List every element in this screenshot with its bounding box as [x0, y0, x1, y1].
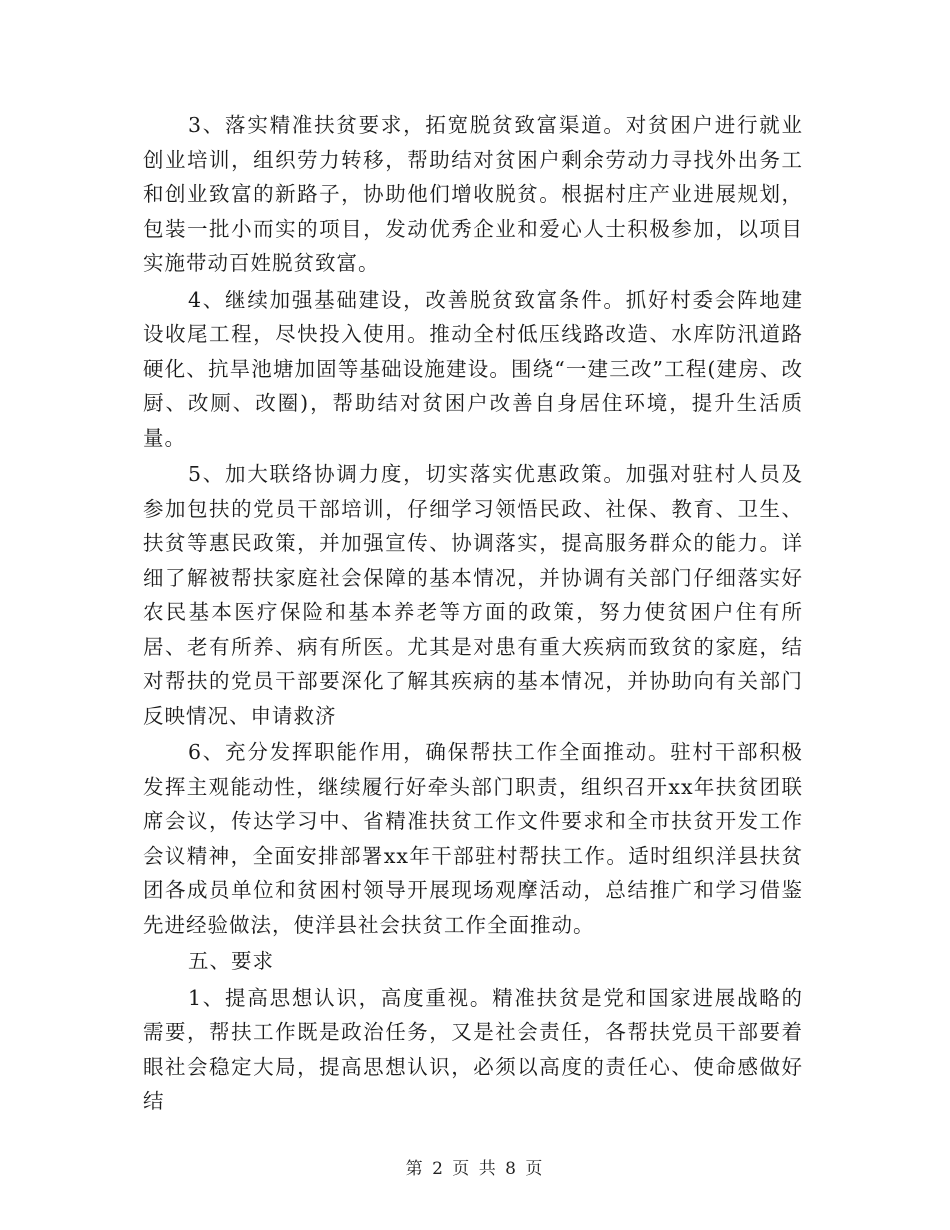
section-heading-requirements: 五、要求: [188, 949, 274, 973]
document-body: [143, 108, 803, 1119]
paragraph-item-5: 5、加大联络协调力度，切实落实优惠政策。加强对驻村人员及参加包扶的党员干部培训，仔细学习领悟民政、社保、教育、卫生、扶贫等惠民政策，并加强宣传、协调落实，提高服务群众的能力。详细了解被帮扶家庭社会保障的基本情况，并协调有关部门仔细落实好农民基本医疗保险和基本养老等方面的政策，努力使贫困户住有所居、老有所养、病有所医。尤其是对患有重大疾病而致贫的家庭，结对帮扶的党员干部要深化了解其疾病的基本情况，并协助向有关部门反映情况、申请救济: [143, 462, 803, 728]
paragraph-item-6: 6、充分发挥职能作用，确保帮扶工作全面推动。驻村干部积极发挥主观能动性，继续履行好牵头部门职责，组织召开xx年扶贫团联席会议，传达学习中、省精准扶贫工作文件要求和全市扶贫开发工作会议精神，全面安排部署xx年干部驻村帮扶工作。适时组织洋县扶贫团各成员单位和贫困村领导开展现场观摩活动，总结推广和学习借鉴先进经验做法，使洋县社会扶贫工作全面推动。: [143, 740, 803, 937]
paragraph-item-4: 4、继续加强基础建设，改善脱贫致富条件。抓好村委会阵地建设收尾工程，尽快投入使用。推动全村低压线路改造、水库防汛道路硬化、抗旱池塘加固等基础设施建设。围绕“一建三改”工程(建房、改厨、改厕、改圈)，帮助结对贫困户改善自身居住环境，提升生活质量。: [143, 287, 803, 450]
paragraph-requirement-1: 1、提高思想认识，高度重视。精准扶贫是党和国家进展战略的需要，帮扶工作既是政治任务，又是社会责任，各帮扶党员干部要着眼社会稳定大局，提高思想认识，必须以高度的责任心、使命感做好结: [143, 985, 803, 1113]
page-footer: 第 2 页 共 8 页: [405, 1159, 545, 1179]
paragraph-item-3: 3、落实精准扶贫要求，拓宽脱贫致富渠道。对贫困户进行就业创业培训，组织劳力转移，帮助结对贫困户剩余劳动力寻找外出务工和创业致富的新路子，协助他们增收脱贫。根据村庄产业进展规划，包装一批小而实的项目，发动优秀企业和爱心人士积极参加，以项目实施带动百姓脱贫致富。: [143, 113, 803, 275]
